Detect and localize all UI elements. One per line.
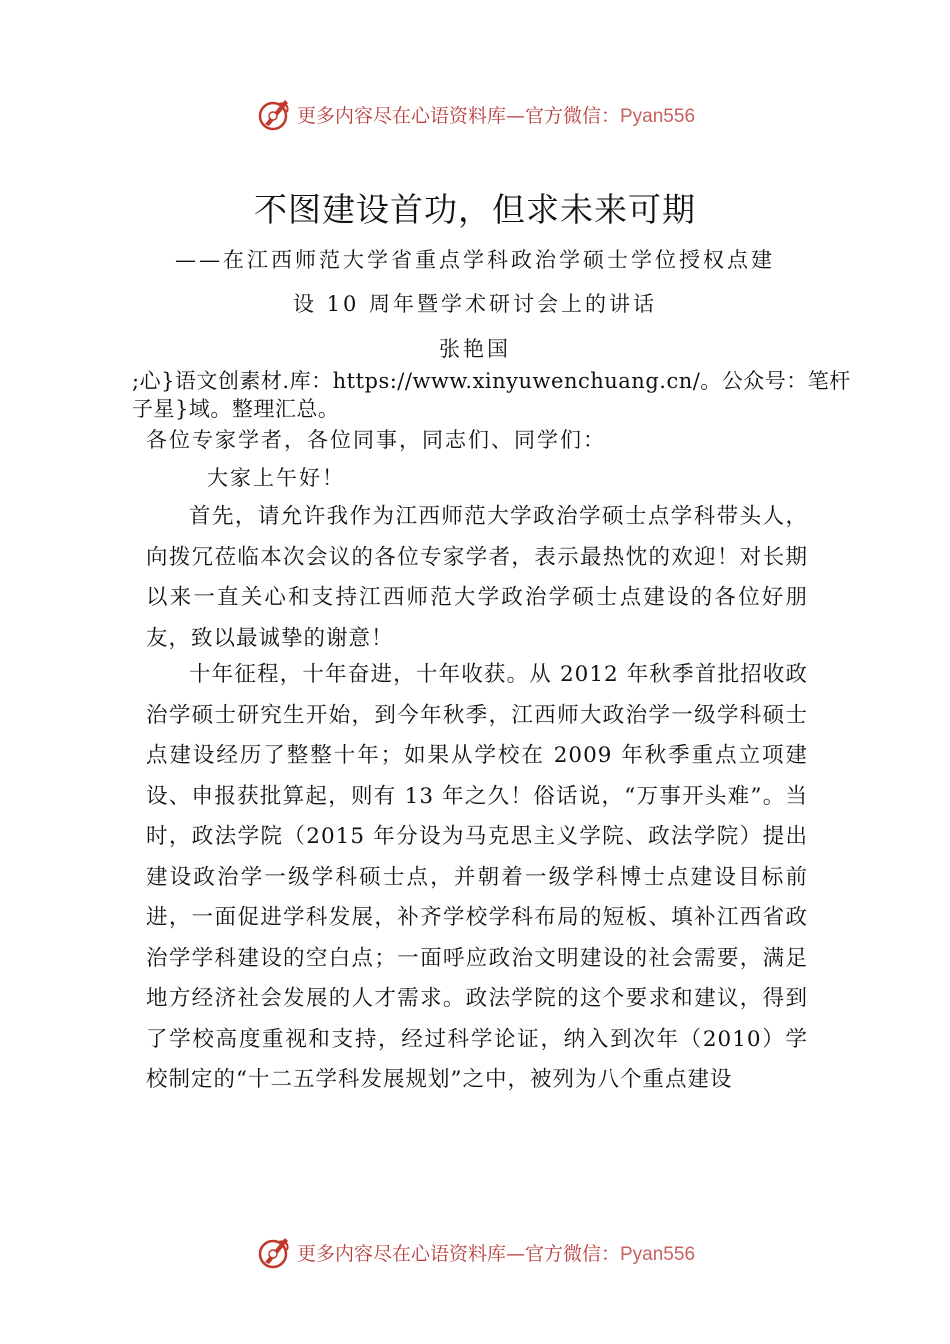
header-banner bbox=[0, 94, 950, 134]
banner-label: 更多内容尽在心语资料库—官方微信： bbox=[296, 104, 620, 127]
document-title: 不图建设首功，但求未来可期 bbox=[254, 190, 696, 229]
author-name: 张艳国 bbox=[439, 337, 511, 361]
wechat-id: Pyan556 bbox=[620, 105, 696, 127]
footer-banner bbox=[0, 1232, 950, 1272]
greeting: 大家上午好！ bbox=[207, 466, 345, 490]
subtitle-line-2: 设 10 周年暨学术研讨会上的讲话 bbox=[292, 292, 658, 316]
source-note: ;心}语文创素材.库：https://www.xinyuwenchuang.cn/。公众号：笔杆子星}域。整理汇总。 bbox=[132, 369, 851, 421]
quill-pen-icon bbox=[255, 94, 295, 134]
wechat-id: Pyan556 bbox=[620, 1243, 696, 1265]
body-paragraph-2: 十年征程，十年奋进，十年收获。从 2012 年秋季首批招收政治学硕士研究生开始，到今年秋季，江西师大政治学一级学科硕士点建设经历了整整十年；如果从学校在 2009 年秋季重点立项建设、申报获批算起，则有 13 年之久！俗话说，“万事开头难”。当时，政法学院（2015 年分设为马克思主义学院、政法学院）提出建设政治学一级学科硕士点，并朝着一级学科博士点建设目标前进，一面促进学科发展，补齐学校学科布局的短板、填补江西省政治学学科建设的空白点；一面呼应政治文明建设的社会需要，满足地方经济社会发展的人才需求。政法学院的这个要求和建议，得到了学校高度重视和支持，经过科学论证，纳入到次年（2010）学校制定的“十二五学科发展规划”之中，被列为八个重点建设 bbox=[146, 662, 808, 1092]
subtitle-line-1: ——在江西师范大学省重点学科政治学硕士学位授权点建 bbox=[175, 248, 775, 272]
quill-pen-icon bbox=[255, 1232, 295, 1272]
salutation: 各位专家学者，各位同事，同志们、同学们： bbox=[146, 428, 606, 452]
body-paragraph-1: 首先，请允许我作为江西师范大学政治学硕士点学科带头人，向拨冗莅临本次会议的各位专家学者，表示最热忱的欢迎！对长期以来一直关心和支持江西师范大学政治学硕士点建设的各位好朋友，致以最诚挚的谢意！ bbox=[146, 504, 808, 651]
banner-label: 更多内容尽在心语资料库—官方微信： bbox=[296, 1242, 620, 1265]
banner-text bbox=[297, 1239, 695, 1266]
banner-text bbox=[297, 101, 695, 128]
